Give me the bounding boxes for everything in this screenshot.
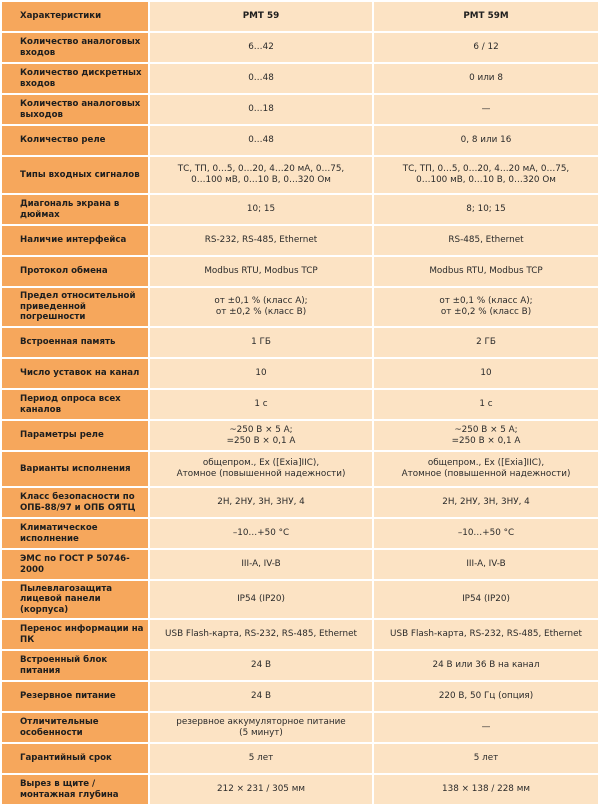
row-label: Отличительные особенности — [2, 713, 148, 742]
row-value-rmt59m: IP54 (IP20) — [374, 581, 598, 618]
row-value-rmt59: 1 ГБ — [150, 328, 372, 357]
row-value-rmt59m: от ±0,1 % (класс А); от ±0,2 % (класс В) — [374, 288, 598, 326]
row-value-rmt59: 5 лет — [150, 744, 372, 773]
row-value-rmt59m: 10 — [374, 359, 598, 388]
row-value-rmt59: 1 с — [150, 390, 372, 419]
row-value-rmt59m: Modbus RTU, Modbus TCP — [374, 257, 598, 286]
row-label: Число уставок на канал — [2, 359, 148, 388]
row-value-rmt59: 0…18 — [150, 95, 372, 124]
table-row — [2, 95, 598, 124]
row-label: Параметры реле — [2, 421, 148, 450]
row-value-rmt59: 0…48 — [150, 64, 372, 93]
row-label: Период опроса всех каналов — [2, 390, 148, 419]
row-value-rmt59: 24 В — [150, 682, 372, 711]
row-value-rmt59m: 0, 8 или 16 — [374, 126, 598, 155]
row-value-rmt59: 6…42 — [150, 33, 372, 62]
row-label: Предел относительной приведенной погрешности — [2, 288, 148, 326]
row-value-rmt59m: 138 × 138 / 228 мм — [374, 775, 598, 804]
table-row — [2, 421, 598, 450]
row-value-rmt59m: 5 лет — [374, 744, 598, 773]
table-row — [2, 744, 598, 773]
row-value-rmt59m: –10…+50 °С — [374, 519, 598, 548]
row-value-rmt59: III-A, IV-B — [150, 550, 372, 579]
header-label: Характеристики — [2, 2, 148, 31]
row-value-rmt59: ТС, ТП, 0…5, 0…20, 4…20 мА, 0…75, 0…100 мВ, 0…10 В, 0…320 Ом — [150, 157, 372, 193]
table-row — [2, 157, 598, 193]
table-row — [2, 359, 598, 388]
table-row — [2, 288, 598, 326]
row-value-rmt59m: 6 / 12 — [374, 33, 598, 62]
row-value-rmt59m: 8; 10; 15 — [374, 195, 598, 224]
row-value-rmt59: 10 — [150, 359, 372, 388]
row-value-rmt59m: ТС, ТП, 0…5, 0…20, 4…20 мА, 0…75, 0…100 мВ, 0…10 В, 0…320 Ом — [374, 157, 598, 193]
row-label: Встроенный блок питания — [2, 651, 148, 680]
table-row — [2, 257, 598, 286]
row-value-rmt59: Modbus RTU, Modbus TCP — [150, 257, 372, 286]
row-value-rmt59m: RS-485, Ethernet — [374, 226, 598, 255]
table-row — [2, 620, 598, 649]
row-value-rmt59: IP54 (IP20) — [150, 581, 372, 618]
table-row — [2, 328, 598, 357]
row-value-rmt59: –10…+50 °С — [150, 519, 372, 548]
table-row — [2, 550, 598, 579]
spec-table — [2, 2, 598, 804]
row-value-rmt59: 212 × 231 / 305 мм — [150, 775, 372, 804]
row-value-rmt59m: USB Flash-карта, RS-232, RS-485, Ethernet — [374, 620, 598, 649]
row-label: Протокол обмена — [2, 257, 148, 286]
row-value-rmt59m: ~250 В × 5 А; =250 В × 0,1 А — [374, 421, 598, 450]
table-row — [2, 775, 598, 804]
table-row — [2, 126, 598, 155]
row-label: Резервное питание — [2, 682, 148, 711]
table-row — [2, 519, 598, 548]
row-value-rmt59m: 2 ГБ — [374, 328, 598, 357]
table-row — [2, 390, 598, 419]
row-value-rmt59: 2Н, 2НУ, 3Н, 3НУ, 4 — [150, 488, 372, 517]
row-value-rmt59m: 220 В, 50 Гц (опция) — [374, 682, 598, 711]
row-label: Количество аналоговых входов — [2, 33, 148, 62]
row-label: Варианты исполнения — [2, 452, 148, 486]
row-label: Количество аналоговых выходов — [2, 95, 148, 124]
row-label: Климатическое исполнение — [2, 519, 148, 548]
row-value-rmt59: резервное аккумуляторное питание (5 минут) — [150, 713, 372, 742]
row-value-rmt59: 24 В — [150, 651, 372, 680]
row-label: ЭМС по ГОСТ Р 50746-2000 — [2, 550, 148, 579]
row-label: Вырез в щите / монтажная глубина — [2, 775, 148, 804]
row-label: Количество реле — [2, 126, 148, 155]
row-label: Количество дискретных входов — [2, 64, 148, 93]
table-row — [2, 488, 598, 517]
header-col-rmt59m: РМТ 59М — [374, 2, 598, 31]
row-value-rmt59: 0…48 — [150, 126, 372, 155]
table-row — [2, 682, 598, 711]
row-value-rmt59m: III-A, IV-B — [374, 550, 598, 579]
row-label: Диагональ экрана в дюймах — [2, 195, 148, 224]
table-row — [2, 581, 598, 618]
table-row — [2, 195, 598, 224]
row-value-rmt59m: 0 или 8 — [374, 64, 598, 93]
row-value-rmt59: от ±0,1 % (класс А); от ±0,2 % (класс В) — [150, 288, 372, 326]
row-value-rmt59m: 1 с — [374, 390, 598, 419]
table-row — [2, 452, 598, 486]
row-value-rmt59m: 2Н, 2НУ, 3Н, 3НУ, 4 — [374, 488, 598, 517]
row-value-rmt59m: — — [374, 95, 598, 124]
table-row — [2, 33, 598, 62]
row-label: Встроенная память — [2, 328, 148, 357]
table-row — [2, 64, 598, 93]
row-label: Перенос информации на ПК — [2, 620, 148, 649]
row-label: Гарантийный срок — [2, 744, 148, 773]
header-col-rmt59: РМТ 59 — [150, 2, 372, 31]
row-label: Наличие интерфейса — [2, 226, 148, 255]
row-value-rmt59: RS-232, RS-485, Ethernet — [150, 226, 372, 255]
row-value-rmt59: общепром., Ex ([Exia]IIC), Атомное (повышенной надежности) — [150, 452, 372, 486]
row-value-rmt59: USB Flash-карта, RS-232, RS-485, Ethernet — [150, 620, 372, 649]
table-row — [2, 713, 598, 742]
row-value-rmt59: 10; 15 — [150, 195, 372, 224]
row-value-rmt59m: общепром., Ex ([Exia]IIC), Атомное (повышенной надежности) — [374, 452, 598, 486]
table-row — [2, 226, 598, 255]
row-label: Типы входных сигналов — [2, 157, 148, 193]
header-row — [2, 2, 598, 31]
row-value-rmt59: ~250 В × 5 А; =250 В × 0,1 А — [150, 421, 372, 450]
row-value-rmt59m: — — [374, 713, 598, 742]
row-value-rmt59m: 24 В или 36 В на канал — [374, 651, 598, 680]
row-label: Пылевлагозащита лицевой панели (корпуса) — [2, 581, 148, 618]
table-row — [2, 651, 598, 680]
row-label: Класс безопасности по ОПБ-88/97 и ОПБ ОЯТЦ — [2, 488, 148, 517]
